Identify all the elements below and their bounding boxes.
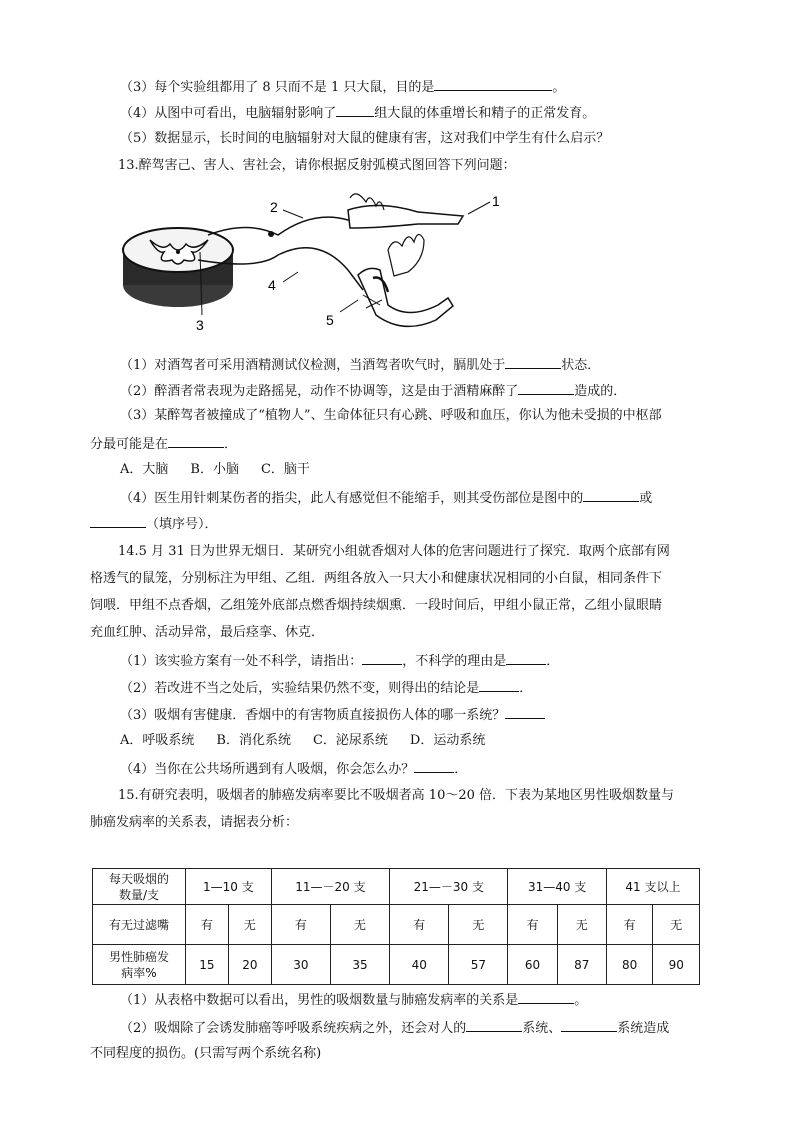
table-cell: 有 [271, 905, 330, 945]
table-cell: 30 [271, 945, 330, 985]
answer-blank[interactable] [434, 76, 552, 91]
figure-label-3: 3 [196, 317, 204, 333]
table-cell: 15 [186, 945, 229, 985]
reflex-arc-figure [118, 180, 498, 340]
answer-blank[interactable] [168, 433, 224, 448]
q12-part4: （4）从图中可看出，电脑辐射影响了 组大鼠的体重增长和精子的正常发育。 [120, 102, 595, 124]
table-cell: 90 [653, 945, 700, 985]
table-cell: 无 [449, 905, 508, 945]
group-header-cell: 21—－30 支 [390, 869, 508, 905]
option-c[interactable]: C．脑干 [260, 462, 310, 477]
table-cell: 无 [330, 905, 389, 945]
table-cell: 无 [228, 905, 271, 945]
group-header-cell: 1—10 支 [186, 869, 272, 905]
group-header-cell: 11—－20 支 [271, 869, 389, 905]
option-c[interactable]: C．泌尿系统 [312, 733, 388, 748]
q13-stem: 13.醉驾害己、害人、害社会，请你根据反射弧模式图回答下列问题： [118, 158, 516, 173]
table-cell: 无 [653, 905, 700, 945]
table-cell: 有 [606, 905, 653, 945]
q14-stem-2: 格透气的鼠笼，分别标注为甲组、乙组．两组各放入一只大小和健康状况相同的小白鼠，相同条件下 [90, 571, 663, 586]
answer-blank[interactable] [506, 650, 546, 665]
q15-part2-line1: （2）吸烟除了会诱发肺癌等呼吸系统疾病之外，还会对人的 系统、 系统造成 [120, 1017, 669, 1039]
option-b[interactable]: B．小脑 [190, 462, 239, 477]
spinal-cord-icon [123, 228, 233, 307]
answer-blank[interactable] [90, 513, 146, 528]
q14-part4: （4）当你在公共场所遇到有人吸烟，你会怎么办？ ． [120, 758, 467, 780]
answer-blank[interactable] [362, 650, 402, 665]
option-a[interactable]: A．大脑 [120, 462, 169, 477]
group-header-cell: 41 支以上 [606, 869, 699, 905]
option-d[interactable]: D．运动系统 [409, 733, 486, 748]
q13-part3-line2: 分最可能是在 ． [90, 433, 237, 455]
option-b[interactable]: B．消化系统 [216, 733, 291, 748]
answer-blank[interactable] [414, 758, 454, 773]
q15-stem-1: 15.有研究表明，吸烟者的肺癌发病率要比不吸烟者高 10～20 倍．下表为某地区男性吸烟数量与 [118, 788, 675, 803]
answer-blank[interactable] [505, 354, 561, 369]
q13-part3-line1: （3）某醉驾者被撞成了“植物人”、生命体征只有心跳、呼吸和血压，你认为他未受损的中枢部 [120, 408, 662, 423]
q12-part5: （5）数据显示，长时间的电脑辐射对大鼠的健康有害，这对我们中学生有什么启示？ [120, 131, 610, 146]
q14-part2: （2）若改进不当之处后，实验结果仍然不变，则得出的结论是 ． [120, 677, 532, 699]
figure-label-5: 5 [326, 312, 334, 328]
group-header-cell: 31—40 支 [508, 869, 606, 905]
answer-blank[interactable] [518, 989, 574, 1004]
table-cell: 57 [449, 945, 508, 985]
table-row [93, 945, 700, 985]
q13-part2: （2）醉酒者常表现为走路摇晃，动作不协调等，这是由于酒精麻醉了 造成的． [120, 380, 626, 402]
q15-stem-2: 肺癌发病率的关系表，请据表分析： [90, 815, 299, 830]
q13-part1: （1）对酒驾者可采用酒精测试仪检测，当酒驾者吹气时，膈肌处于 状态． [120, 354, 600, 376]
option-a[interactable]: A．呼吸系统 [120, 733, 195, 748]
table-row [93, 869, 700, 905]
q14-stem-4: 充血红肿、活动异常，最后痉挛、休克． [90, 625, 325, 640]
table-cell: 80 [606, 945, 653, 985]
q14-part3: （3）吸烟有害健康．香烟中的有害物质直接损伤人体的哪一系统？ [120, 704, 545, 726]
table-row [93, 905, 700, 945]
table-cell: 35 [330, 945, 389, 985]
q14-stem-1: 14.5 月 31 日为世界无烟日．某研究小组就香烟对人体的危害问题进行了探究．取两个底部有网 [118, 544, 670, 559]
q15-part1: （1）从表格中数据可以看出，男性的吸烟数量与肺癌发病率的关系是 。 [120, 989, 587, 1011]
table-cell: 有 [508, 905, 557, 945]
figure-label-1: 1 [492, 193, 500, 209]
answer-blank[interactable] [583, 487, 639, 502]
q13-part4-line1: （4）医生用针刺某伤者的指尖，此人有感觉但不能缩手，则其受伤部位是图中的 或 [120, 487, 652, 509]
q13-options [120, 460, 332, 480]
table-cell: 20 [228, 945, 271, 985]
answer-blank[interactable] [336, 102, 374, 117]
answer-blank[interactable] [505, 704, 545, 719]
q14-options [120, 731, 507, 751]
table-cell: 有 [186, 905, 229, 945]
q13-part4-line2: （填序号）． [90, 513, 218, 535]
q12-part3: （3）每个实验组都用了 8 只而不是 1 只大鼠，目的是 。 [120, 76, 565, 98]
figure-label-4: 4 [268, 277, 276, 293]
answer-blank[interactable] [479, 677, 519, 692]
table-cell: 40 [390, 945, 449, 985]
table-header-cell: 每天吸烟的 数量/支 [93, 869, 186, 905]
q14-part1: （1）该实验方案有一处不科学，请指出： ，不科学的理由是 ． [120, 650, 559, 672]
table-cell: 60 [508, 945, 557, 985]
figure-label-2: 2 [270, 199, 278, 215]
q14-stem-3: 饲喂．甲组不点香烟，乙组笼外底部点燃香烟持续烟熏．一段时间后，甲组小鼠正常，乙组小鼠眼睛 [90, 598, 663, 613]
q15-part2-line2: 不同程度的损伤。(只需写两个系统名称) [90, 1046, 322, 1061]
answer-blank[interactable] [561, 1017, 617, 1032]
table-cell: 无 [557, 905, 606, 945]
table-cell: 有 [390, 905, 449, 945]
table-header-cell: 有无过滤嘴 [93, 905, 186, 945]
table-cell: 87 [557, 945, 606, 985]
table-header-cell: 男性肺癌发 病率% [93, 945, 186, 985]
answer-blank[interactable] [518, 380, 574, 395]
smoking-cancer-table [92, 868, 700, 985]
answer-blank[interactable] [466, 1017, 522, 1032]
